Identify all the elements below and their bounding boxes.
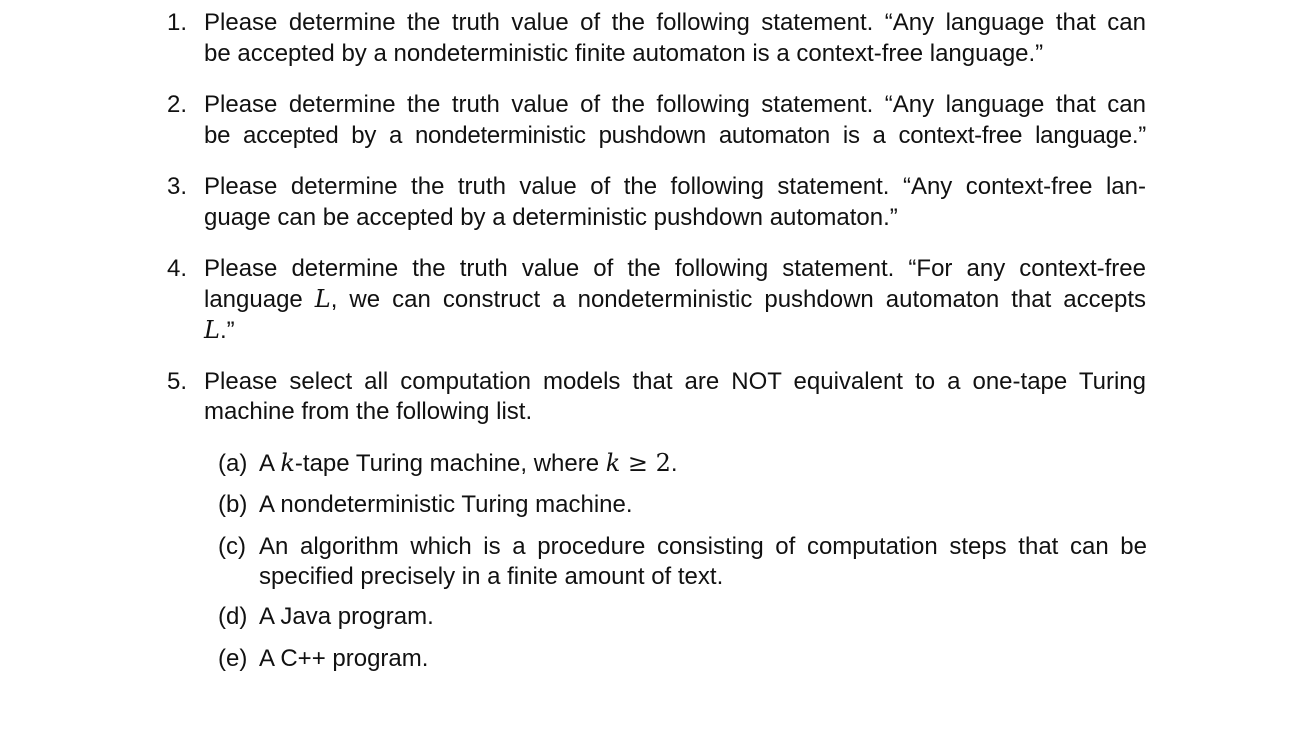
math-variable: L [314, 285, 331, 313]
question-number: 5. [167, 368, 188, 395]
question-number: 1. [167, 9, 188, 36]
math-variable: k [605, 449, 621, 477]
option-label: (c) [218, 533, 246, 560]
text-segment: A [259, 450, 281, 477]
question-number: 4. [167, 255, 188, 282]
question-text-line: be accepted by a nondeterministic pushdown automaton is a context-free language.” [204, 122, 1146, 149]
question-text-line: Please determine the truth value of the following statement. “For any context-free [204, 255, 1146, 282]
text-segment: language [204, 286, 315, 313]
option-label: (e) [218, 645, 248, 672]
math-variable: k [280, 449, 295, 477]
text-segment: , we can construct a nondeterministic pushdown automaton that accepts [330, 286, 1146, 313]
text-segment: . [670, 450, 678, 477]
option-text-line: specified precisely in a finite amount of text. [259, 563, 724, 590]
question-text-line: machine from the following list. [204, 398, 533, 425]
option-text-line: An algorithm which is a procedure consisting of computation steps that can be [259, 533, 1147, 560]
question-text-line: Please determine the truth value of the following statement. “Any language that can [204, 9, 1146, 36]
text-segment: .” [219, 317, 235, 344]
question-text-line: be accepted by a nondeterministic finite automaton is a context-free language.” [204, 40, 1044, 67]
option-label: (a) [218, 450, 248, 477]
math-variable: L [204, 316, 220, 344]
question-text-line [204, 284, 1146, 315]
option-text-line [259, 448, 678, 479]
option-label: (b) [218, 491, 248, 518]
option-text-line: A C++ program. [259, 645, 429, 672]
option-label: (d) [218, 603, 248, 630]
question-text-line: Please determine the truth value of the following statement. “Any language that can [204, 91, 1146, 118]
option-text-line: A nondeterministic Turing machine. [259, 491, 633, 518]
question-text-line: Please select all computation models that are NOT equivalent to a one-tape Turing [204, 368, 1146, 395]
question-text-line [204, 315, 235, 346]
option-text-line: A Java program. [259, 603, 434, 630]
question-text-line: Please determine the truth value of the following statement. “Any context-free lan- [204, 173, 1146, 200]
text-segment: -tape Turing machine, where [294, 450, 606, 477]
question-text-line: guage can be accepted by a deterministic pushdown automaton.” [204, 204, 898, 231]
question-number: 3. [167, 173, 188, 200]
math-relation: ≥ 2 [620, 449, 671, 477]
question-number: 2. [167, 91, 188, 118]
